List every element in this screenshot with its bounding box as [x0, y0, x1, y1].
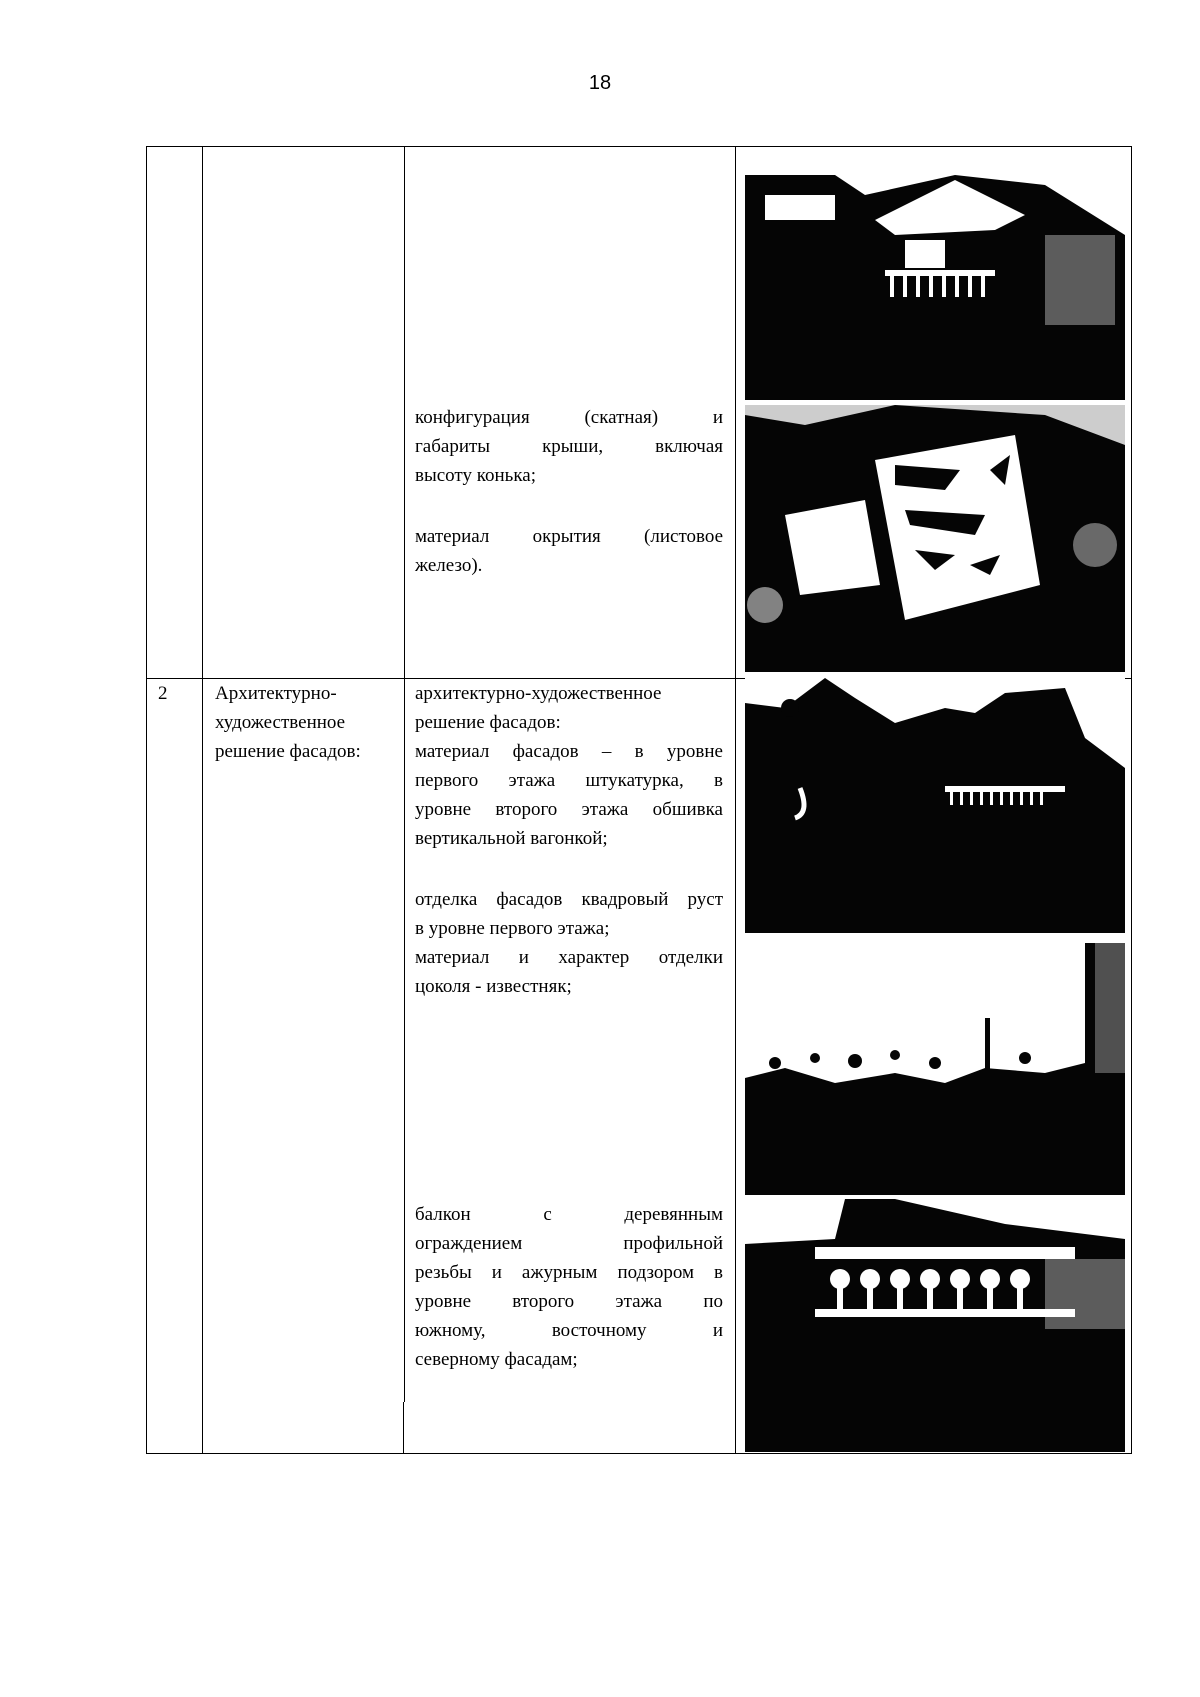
text-line: вертикальной вагонкой;: [415, 828, 608, 849]
plinth-photo: [745, 943, 1125, 1195]
text-line: Архитектурно-: [215, 683, 337, 704]
text-line: художественное: [215, 712, 346, 733]
text-line: решение фасадов:: [415, 712, 561, 733]
text-line: первого этажа штукатурка, в: [415, 770, 723, 791]
page-number: 18: [588, 72, 612, 94]
text-line: габариты крыши, включая: [415, 436, 723, 457]
text-line: ограждением профильной: [415, 1233, 723, 1254]
row2-rustication-text: [415, 885, 723, 943]
text-line: конфигурация (скатная) и: [415, 407, 723, 428]
row1-roof-config-text: [415, 403, 723, 490]
text-line: архитектурно-художественное: [415, 683, 662, 704]
house-roof-photo: [745, 175, 1125, 400]
text-line: южному, восточному и: [415, 1320, 723, 1341]
row2-plinth-text: [415, 943, 723, 1001]
text-line: решение фасадов:: [215, 741, 361, 762]
row2-facade-heading: [415, 679, 723, 737]
text-line: высоту конька;: [415, 465, 536, 486]
row2-balcony-text: [415, 1200, 723, 1374]
row2-element-name: [215, 679, 395, 766]
facade-photo: [745, 678, 1125, 933]
row2-number: 2: [158, 683, 168, 704]
text-line: цоколя - известняк;: [415, 976, 572, 997]
text-line: уровне второго этажа обшивка: [415, 799, 723, 820]
roof-sheets-photo: [745, 405, 1125, 672]
text-line: в уровне первого этажа;: [415, 918, 610, 939]
text-line: отделка фасадов квадровый руст: [415, 889, 723, 910]
text-line: железо).: [415, 555, 483, 576]
row1-roof-material-text: [415, 522, 723, 580]
text-line: уровне второго этажа по: [415, 1291, 723, 1312]
balcony-photo: [745, 1199, 1125, 1452]
text-line: материал фасадов – в уровне: [415, 741, 723, 762]
text-line: северному фасадам;: [415, 1349, 578, 1370]
text-line: материал окрытия (листовое: [415, 526, 723, 547]
text-line: балкон с деревянным: [415, 1204, 723, 1225]
text-line: материал и характер отделки: [415, 947, 723, 968]
row2-facade-material-text: [415, 737, 723, 853]
text-line: резьбы и ажурным подзором в: [415, 1262, 723, 1283]
